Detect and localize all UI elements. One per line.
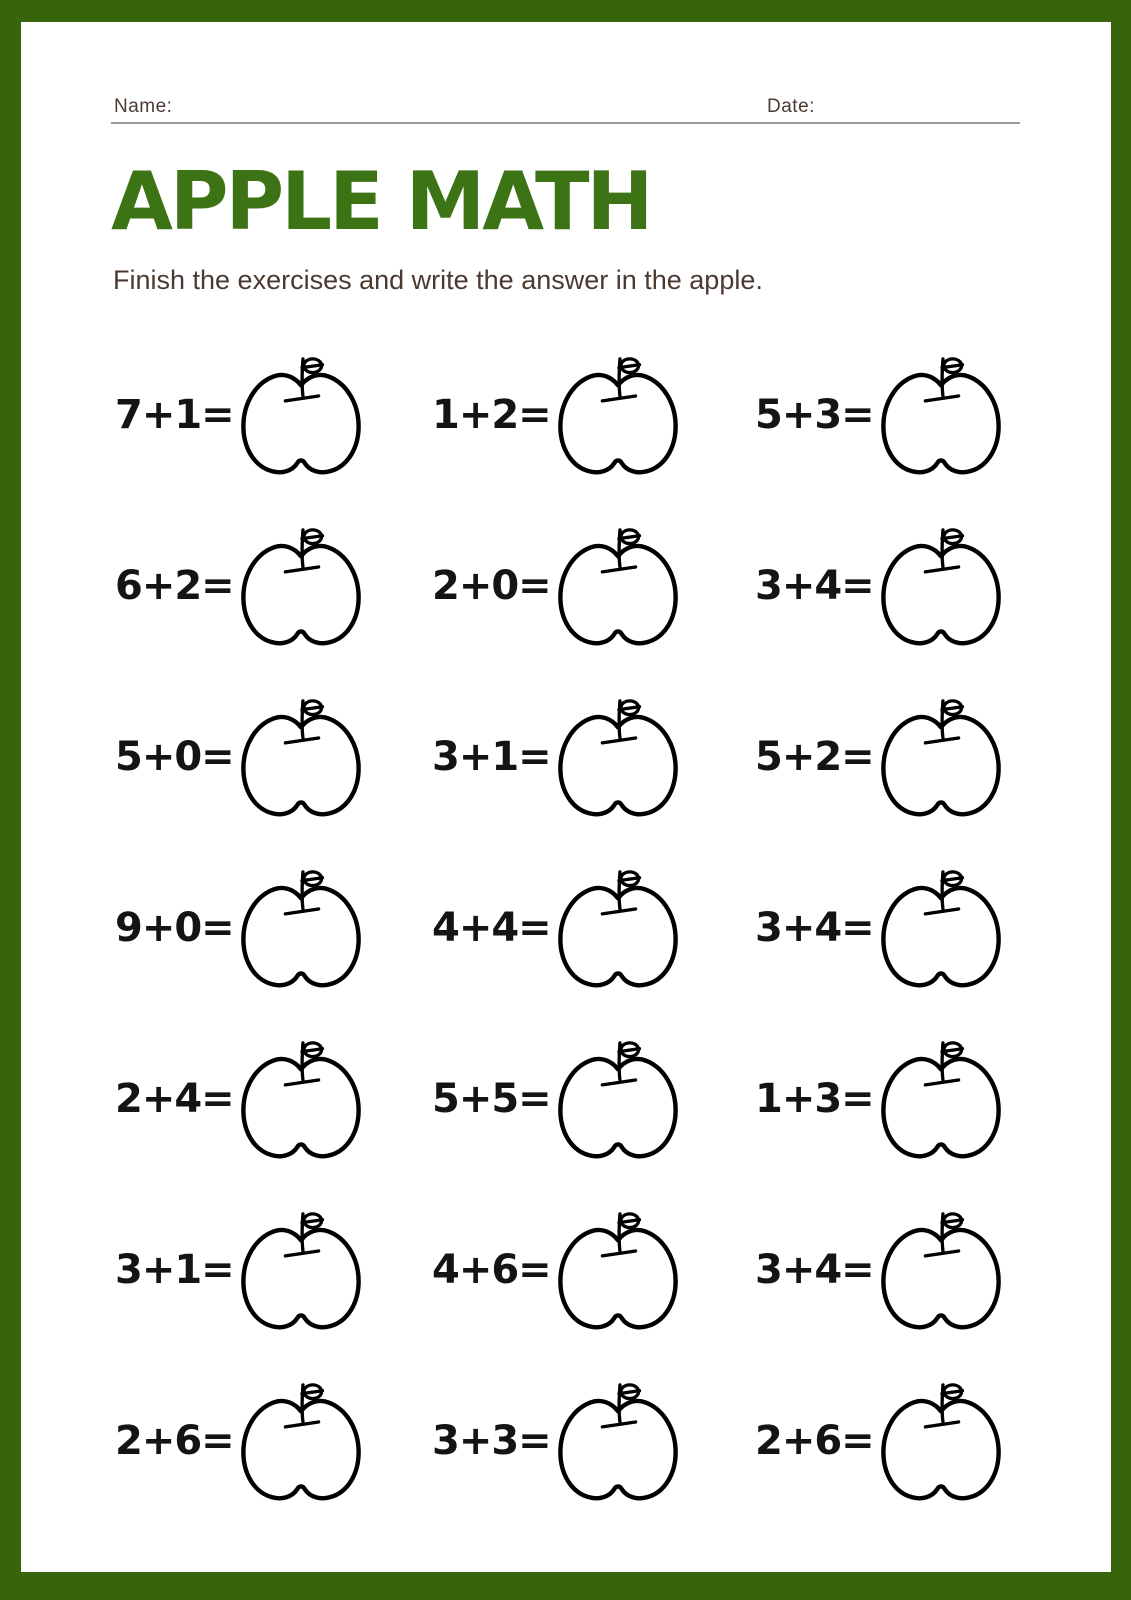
math-problem: [432, 1379, 755, 1550]
name-date-rule-line: [111, 122, 1020, 124]
problem-expression: 1+2=: [432, 392, 551, 438]
worksheet-instructions: Finish the exercises and write the answer in the apple.: [113, 265, 763, 295]
math-problem: [432, 524, 755, 695]
apple-outline-icon: [879, 866, 1003, 991]
apple-outline-icon: [879, 1208, 1003, 1333]
apple-outline-icon: [879, 695, 1003, 820]
math-problem: [755, 1379, 1035, 1550]
apple-outline-icon: [556, 1037, 680, 1162]
math-problem: [432, 1037, 755, 1208]
math-problem: [115, 695, 432, 866]
apple-outline-icon: [556, 695, 680, 820]
problem-expression: 3+1=: [432, 734, 551, 780]
problem-expression: 5+5=: [432, 1076, 551, 1122]
math-problem: [115, 866, 432, 1037]
apple-outline-icon: [239, 866, 363, 991]
problem-expression: 6+2=: [115, 563, 234, 609]
problem-expression: 5+3=: [755, 392, 874, 438]
name-field-label: Name:: [114, 96, 173, 117]
math-problem: [432, 866, 755, 1037]
worksheet-sheet: [21, 22, 1111, 1572]
apple-outline-icon: [556, 1208, 680, 1333]
problem-expression: 7+1=: [115, 392, 234, 438]
date-field-label: Date:: [767, 96, 815, 117]
math-problem: [755, 524, 1035, 695]
math-problem: [432, 1208, 755, 1379]
apple-outline-icon: [239, 1208, 363, 1333]
math-problem: [432, 353, 755, 524]
math-problem: [115, 524, 432, 695]
problem-expression: 3+4=: [755, 1247, 874, 1293]
problem-expression: 5+2=: [755, 734, 874, 780]
problem-expression: 1+3=: [755, 1076, 874, 1122]
apple-outline-icon: [556, 866, 680, 991]
math-problem: [432, 695, 755, 866]
math-problem: [115, 1037, 432, 1208]
apple-outline-icon: [239, 695, 363, 820]
apple-outline-icon: [239, 353, 363, 478]
apple-outline-icon: [879, 524, 1003, 649]
math-problem: [755, 1208, 1035, 1379]
problem-expression: 3+4=: [755, 563, 874, 609]
worksheet-title: APPLE MATH: [111, 155, 651, 248]
math-problem: [115, 353, 432, 524]
math-problem: [115, 1379, 432, 1550]
problem-expression: 2+6=: [755, 1418, 874, 1464]
problem-expression: 3+3=: [432, 1418, 551, 1464]
math-problem: [755, 695, 1035, 866]
problems-grid: [115, 353, 1035, 1550]
problem-expression: 2+6=: [115, 1418, 234, 1464]
math-problem: [755, 353, 1035, 524]
apple-outline-icon: [556, 524, 680, 649]
problem-expression: 2+4=: [115, 1076, 234, 1122]
problem-expression: 2+0=: [432, 563, 551, 609]
apple-outline-icon: [879, 1379, 1003, 1504]
problem-expression: 9+0=: [115, 905, 234, 951]
apple-outline-icon: [879, 353, 1003, 478]
apple-outline-icon: [879, 1037, 1003, 1162]
problem-expression: 4+6=: [432, 1247, 551, 1293]
apple-outline-icon: [556, 353, 680, 478]
problem-expression: 3+1=: [115, 1247, 234, 1293]
apple-outline-icon: [556, 1379, 680, 1504]
problem-expression: 3+4=: [755, 905, 874, 951]
math-problem: [115, 1208, 432, 1379]
problem-expression: 5+0=: [115, 734, 234, 780]
apple-outline-icon: [239, 524, 363, 649]
math-problem: [755, 866, 1035, 1037]
problem-expression: 4+4=: [432, 905, 551, 951]
math-problem: [755, 1037, 1035, 1208]
apple-outline-icon: [239, 1379, 363, 1504]
apple-outline-icon: [239, 1037, 363, 1162]
